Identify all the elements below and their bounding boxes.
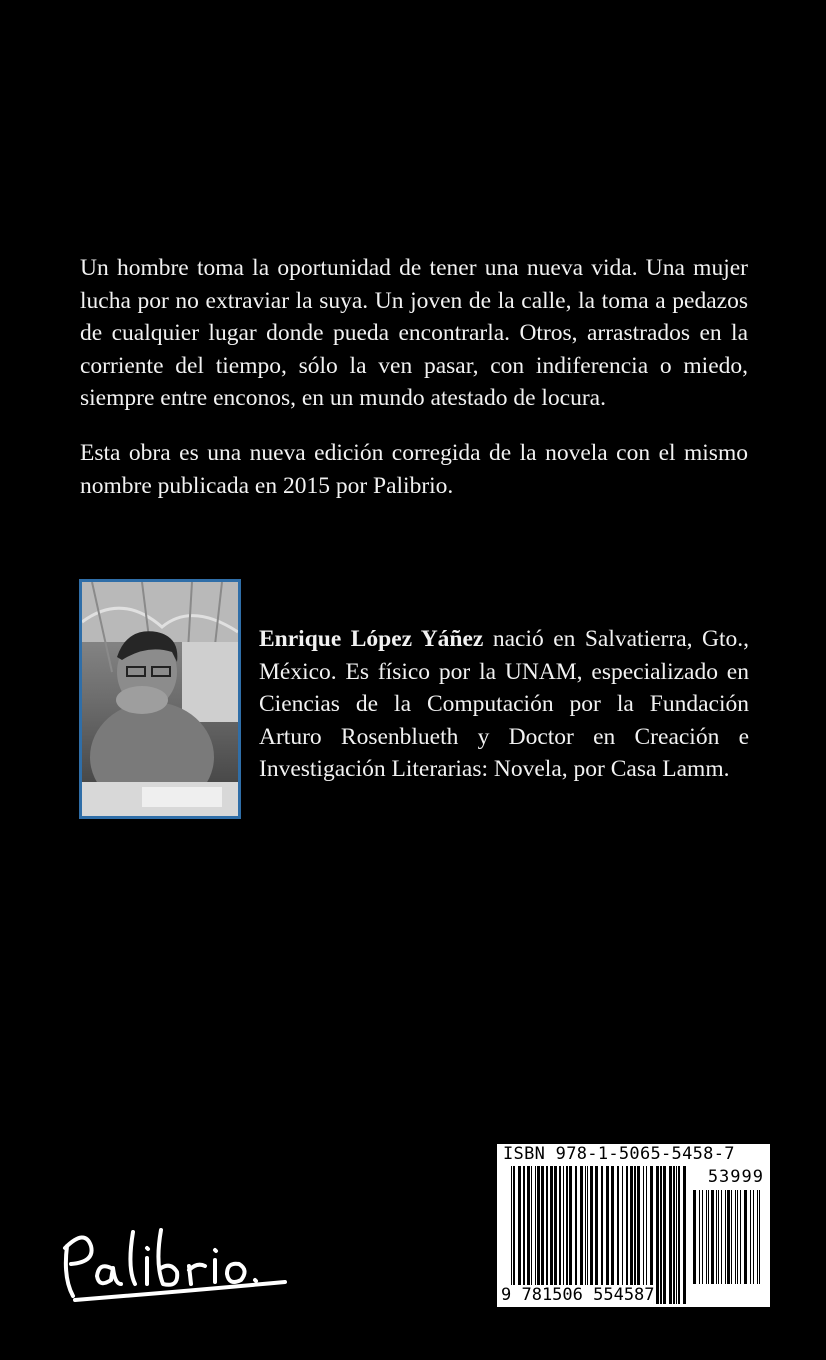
barcode-bar — [718, 1190, 719, 1284]
barcode-bar — [606, 1166, 609, 1304]
barcode-bar — [643, 1166, 644, 1304]
price-code: 53999 — [707, 1167, 764, 1187]
barcode-bar — [617, 1166, 619, 1304]
barcode-bar — [569, 1166, 572, 1304]
isbn-barcode — [497, 1144, 770, 1307]
barcode-bar — [757, 1190, 758, 1284]
barcode-bar — [523, 1166, 525, 1304]
edition-note-paragraph: Esta obra es una nueva edición corregida de la novela con el mismo nombre publicada en 2015 por Palibrio. — [80, 440, 748, 499]
barcode-bar — [699, 1190, 700, 1284]
barcode-bar — [735, 1190, 736, 1284]
barcode-bar — [708, 1190, 709, 1284]
author-bio — [259, 623, 749, 786]
barcode-bar — [750, 1190, 751, 1284]
barcode-bar — [656, 1166, 659, 1304]
ean-digits: 9 781506 554587 — [501, 1285, 655, 1305]
barcode-bar — [727, 1190, 730, 1284]
barcode-bar — [595, 1166, 598, 1304]
barcode-bar — [753, 1190, 754, 1284]
barcode-bar — [541, 1166, 544, 1304]
barcode-bar — [575, 1166, 577, 1304]
barcode-bar — [531, 1166, 532, 1304]
barcode-bar — [706, 1190, 707, 1284]
barcode-bar — [721, 1190, 722, 1284]
barcode-bar — [622, 1166, 623, 1304]
barcode-bar — [646, 1166, 647, 1304]
ean-bars — [511, 1166, 687, 1304]
barcode-bar — [725, 1190, 726, 1284]
barcode-bar — [630, 1166, 633, 1304]
author-name: Enrique López Yáñez — [259, 626, 484, 652]
palibrio-logo — [55, 1218, 290, 1308]
barcode-bar — [535, 1166, 536, 1304]
barcode-bar — [590, 1166, 593, 1304]
barcode-bar — [669, 1166, 672, 1304]
author-photo — [79, 579, 241, 819]
barcode-bar — [550, 1166, 553, 1304]
barcode-bar — [702, 1190, 703, 1284]
author-bio-text: nació en Salvatierra, Gto., México. Es físico por la UNAM, especializado en Ciencias de la Computación por la Fundación Arturo Rosenblueth y Doctor en Creación e Investigación Literarias: Novela, por Casa Lamm. — [259, 626, 749, 783]
barcode-bar — [518, 1166, 521, 1304]
isbn-label: ISBN 978-1-5065-5458-7 — [503, 1144, 735, 1164]
author-portrait-image — [82, 582, 238, 816]
barcode-bar — [744, 1190, 747, 1284]
barcode-bar — [737, 1190, 738, 1284]
barcode-bar — [673, 1166, 675, 1304]
barcode-bar — [554, 1166, 557, 1304]
barcode-bar — [563, 1166, 564, 1304]
barcode-bar — [566, 1166, 568, 1304]
barcode-bar — [634, 1166, 636, 1304]
barcode-bar — [587, 1166, 588, 1304]
barcode-bar — [683, 1166, 686, 1304]
barcode-bar — [663, 1166, 666, 1304]
barcode-bar — [693, 1190, 696, 1284]
barcode-bar — [601, 1166, 603, 1304]
synopsis-paragraph: Un hombre toma la oportunidad de tener una nueva vida. Una mujer lucha por no extraviar la suya. Un joven de la calle, la toma a pedazos de cualquier lugar donde pueda encontrarla. Otros, arrastrados en la corriente del tiempo, sólo la ven pasar, con indiferencia o miedo, siempre entre enconos, en un mundo atestado de locura. — [80, 255, 748, 412]
barcode-bar — [731, 1190, 732, 1284]
barcode-bar — [678, 1166, 680, 1304]
barcode-bar — [716, 1190, 717, 1284]
barcode-bar — [711, 1190, 714, 1284]
barcode-bar — [511, 1166, 512, 1304]
barcode-bar — [740, 1190, 741, 1284]
barcode-bar — [527, 1166, 530, 1304]
addon-bars — [693, 1190, 763, 1284]
barcode-bar — [513, 1166, 515, 1304]
barcode-bar — [580, 1166, 583, 1304]
barcode-bar — [676, 1166, 677, 1304]
barcode-bar — [660, 1166, 662, 1304]
barcode-bar — [759, 1190, 760, 1284]
barcode-bar — [650, 1166, 653, 1304]
barcode-bar — [626, 1166, 628, 1304]
barcode-bar — [585, 1166, 586, 1304]
barcode-bar — [546, 1166, 548, 1304]
barcode-bar — [537, 1166, 540, 1304]
barcode-bar — [611, 1166, 614, 1304]
barcode-bar — [637, 1166, 640, 1304]
barcode-bar — [559, 1166, 561, 1304]
